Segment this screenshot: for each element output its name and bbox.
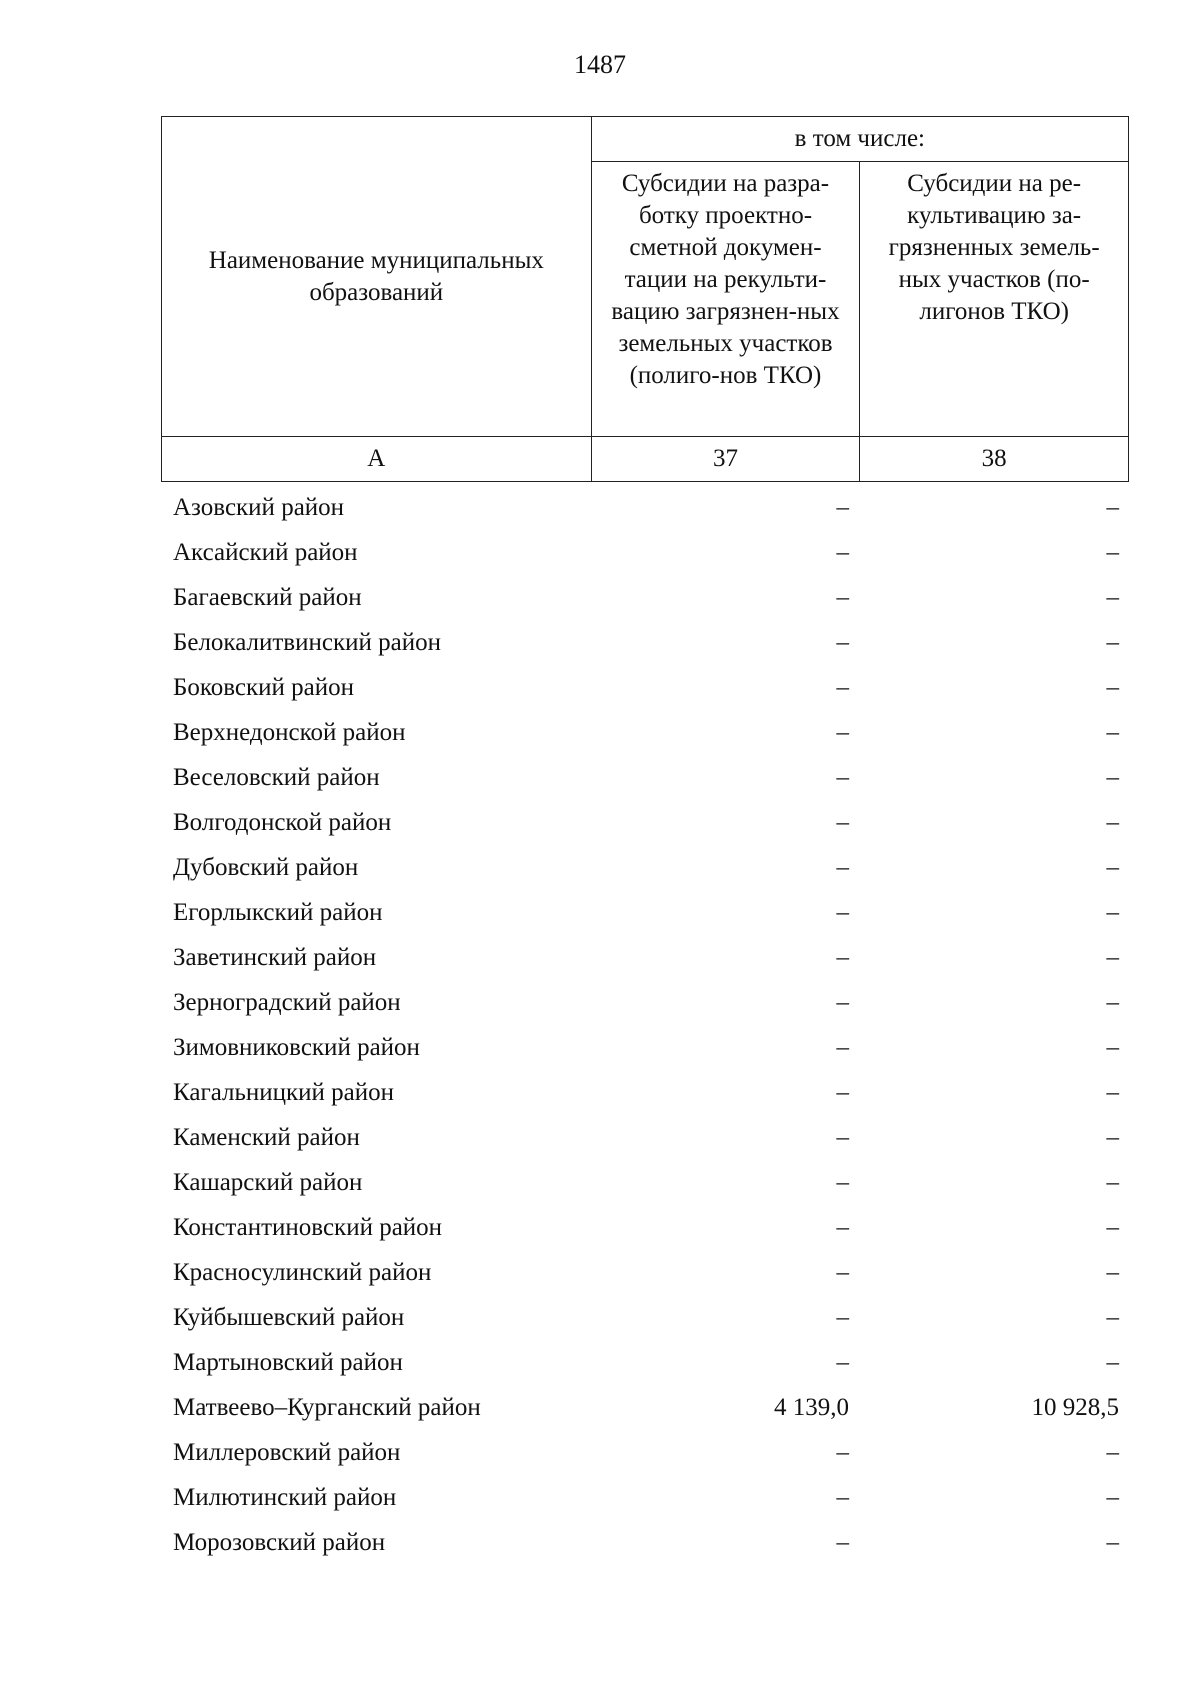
row-name: Константиновский район bbox=[173, 1213, 443, 1241]
table-row bbox=[161, 1475, 1129, 1520]
row-value-37: – bbox=[836, 628, 849, 656]
row-value-37: – bbox=[836, 1123, 849, 1151]
row-value-38: – bbox=[1106, 718, 1119, 746]
row-value-37: – bbox=[836, 538, 849, 566]
table-row bbox=[161, 845, 1129, 890]
header-name-column: Наименование муниципальных образований bbox=[162, 117, 592, 437]
row-value-38: – bbox=[1106, 673, 1119, 701]
row-value-37: – bbox=[836, 493, 849, 521]
header-in-total: в том числе: bbox=[591, 117, 1128, 162]
table-header bbox=[161, 116, 1129, 482]
row-name: Красносулинский район bbox=[173, 1258, 432, 1286]
row-name: Матвеево–Курганский район bbox=[173, 1393, 481, 1421]
row-value-38: – bbox=[1106, 538, 1119, 566]
row-value-37: – bbox=[836, 1258, 849, 1286]
row-value-38: – bbox=[1106, 1213, 1119, 1241]
table-row bbox=[161, 1205, 1129, 1250]
table-row bbox=[161, 935, 1129, 980]
table-row bbox=[161, 1250, 1129, 1295]
row-name: Боковский район bbox=[173, 673, 354, 701]
table-row bbox=[161, 890, 1129, 935]
row-value-37: – bbox=[836, 763, 849, 791]
row-value-37: – bbox=[836, 718, 849, 746]
row-name: Миллеровский район bbox=[173, 1438, 401, 1466]
table-row bbox=[161, 530, 1129, 575]
table-row bbox=[161, 980, 1129, 1025]
row-value-38: 10 928,5 bbox=[1031, 1393, 1119, 1421]
row-value-37: – bbox=[836, 1348, 849, 1376]
table-row bbox=[161, 800, 1129, 845]
row-value-38: – bbox=[1106, 583, 1119, 611]
row-value-37: – bbox=[836, 583, 849, 611]
row-value-37: – bbox=[836, 1033, 849, 1061]
row-name: Егорлыкский район bbox=[173, 898, 383, 926]
row-value-37: – bbox=[836, 943, 849, 971]
row-value-37: – bbox=[836, 1303, 849, 1331]
header-column-37: Субсидии на разра-ботку проектно-сметной докумен-тации на рекульти-вацию загрязнен-ных земельных участков (полиго-нов ТКО) bbox=[591, 162, 860, 437]
row-name: Дубовский район bbox=[173, 853, 359, 881]
row-value-37: – bbox=[836, 1213, 849, 1241]
row-value-38: – bbox=[1106, 898, 1119, 926]
header-index-38: 38 bbox=[860, 437, 1129, 482]
row-value-38: – bbox=[1106, 943, 1119, 971]
table-row bbox=[161, 620, 1129, 665]
row-value-38: – bbox=[1106, 1258, 1119, 1286]
row-value-38: – bbox=[1106, 1483, 1119, 1511]
row-value-37: – bbox=[836, 988, 849, 1016]
table-row bbox=[161, 1160, 1129, 1205]
row-value-38: – bbox=[1106, 1078, 1119, 1106]
row-value-38: – bbox=[1106, 853, 1119, 881]
row-value-37: – bbox=[836, 1168, 849, 1196]
row-name: Верхнедонской район bbox=[173, 718, 406, 746]
row-value-38: – bbox=[1106, 1438, 1119, 1466]
row-value-37: – bbox=[836, 898, 849, 926]
row-value-38: – bbox=[1106, 1033, 1119, 1061]
row-name: Аксайский район bbox=[173, 538, 358, 566]
table-row bbox=[161, 710, 1129, 755]
row-value-37: – bbox=[836, 1438, 849, 1466]
row-value-38: – bbox=[1106, 493, 1119, 521]
row-value-38: – bbox=[1106, 988, 1119, 1016]
row-value-37: – bbox=[836, 673, 849, 701]
table-row bbox=[161, 575, 1129, 620]
table-row bbox=[161, 1385, 1129, 1430]
row-name: Каменский район bbox=[173, 1123, 360, 1151]
row-value-37: – bbox=[836, 1483, 849, 1511]
table-row bbox=[161, 755, 1129, 800]
table-row bbox=[161, 1070, 1129, 1115]
table-row bbox=[161, 665, 1129, 710]
row-value-38: – bbox=[1106, 808, 1119, 836]
row-name: Веселовский район bbox=[173, 763, 380, 791]
row-value-38: – bbox=[1106, 1303, 1119, 1331]
row-name: Кагальницкий район bbox=[173, 1078, 395, 1106]
row-value-38: – bbox=[1106, 1168, 1119, 1196]
table-row bbox=[161, 485, 1129, 530]
row-name: Багаевский район bbox=[173, 583, 362, 611]
header-index-37: 37 bbox=[591, 437, 860, 482]
page-number: 1487 bbox=[574, 50, 626, 79]
row-name: Зимовниковский район bbox=[173, 1033, 420, 1061]
row-name: Волгодонской район bbox=[173, 808, 392, 836]
row-value-37: – bbox=[836, 808, 849, 836]
table-row bbox=[161, 1295, 1129, 1340]
row-value-38: – bbox=[1106, 628, 1119, 656]
row-name: Заветинский район bbox=[173, 943, 377, 971]
row-value-38: – bbox=[1106, 763, 1119, 791]
row-name: Зерноградский район bbox=[173, 988, 401, 1016]
table-body bbox=[161, 485, 1129, 1565]
row-name: Белокалитвинский район bbox=[173, 628, 441, 656]
row-value-37: – bbox=[836, 1078, 849, 1106]
row-value-38: – bbox=[1106, 1348, 1119, 1376]
row-value-37: 4 139,0 bbox=[774, 1393, 849, 1421]
row-name: Мартыновский район bbox=[173, 1348, 403, 1376]
row-name: Азовский район bbox=[173, 493, 345, 521]
row-name: Кашарский район bbox=[173, 1168, 363, 1196]
table-row bbox=[161, 1025, 1129, 1070]
table-row bbox=[161, 1520, 1129, 1565]
row-value-37: – bbox=[836, 853, 849, 881]
row-value-37: – bbox=[836, 1528, 849, 1556]
row-value-38: – bbox=[1106, 1528, 1119, 1556]
row-value-38: – bbox=[1106, 1123, 1119, 1151]
table-row bbox=[161, 1340, 1129, 1385]
header-index-a: А bbox=[162, 437, 592, 482]
table-row bbox=[161, 1115, 1129, 1160]
row-name: Морозовский район bbox=[173, 1528, 386, 1556]
row-name: Милютинский район bbox=[173, 1483, 397, 1511]
header-column-38: Субсидии на ре-культивацию за-грязненных земель-ных участков (по-лигонов ТКО) bbox=[860, 162, 1129, 437]
row-name: Куйбышевский район bbox=[173, 1303, 405, 1331]
table-row bbox=[161, 1430, 1129, 1475]
